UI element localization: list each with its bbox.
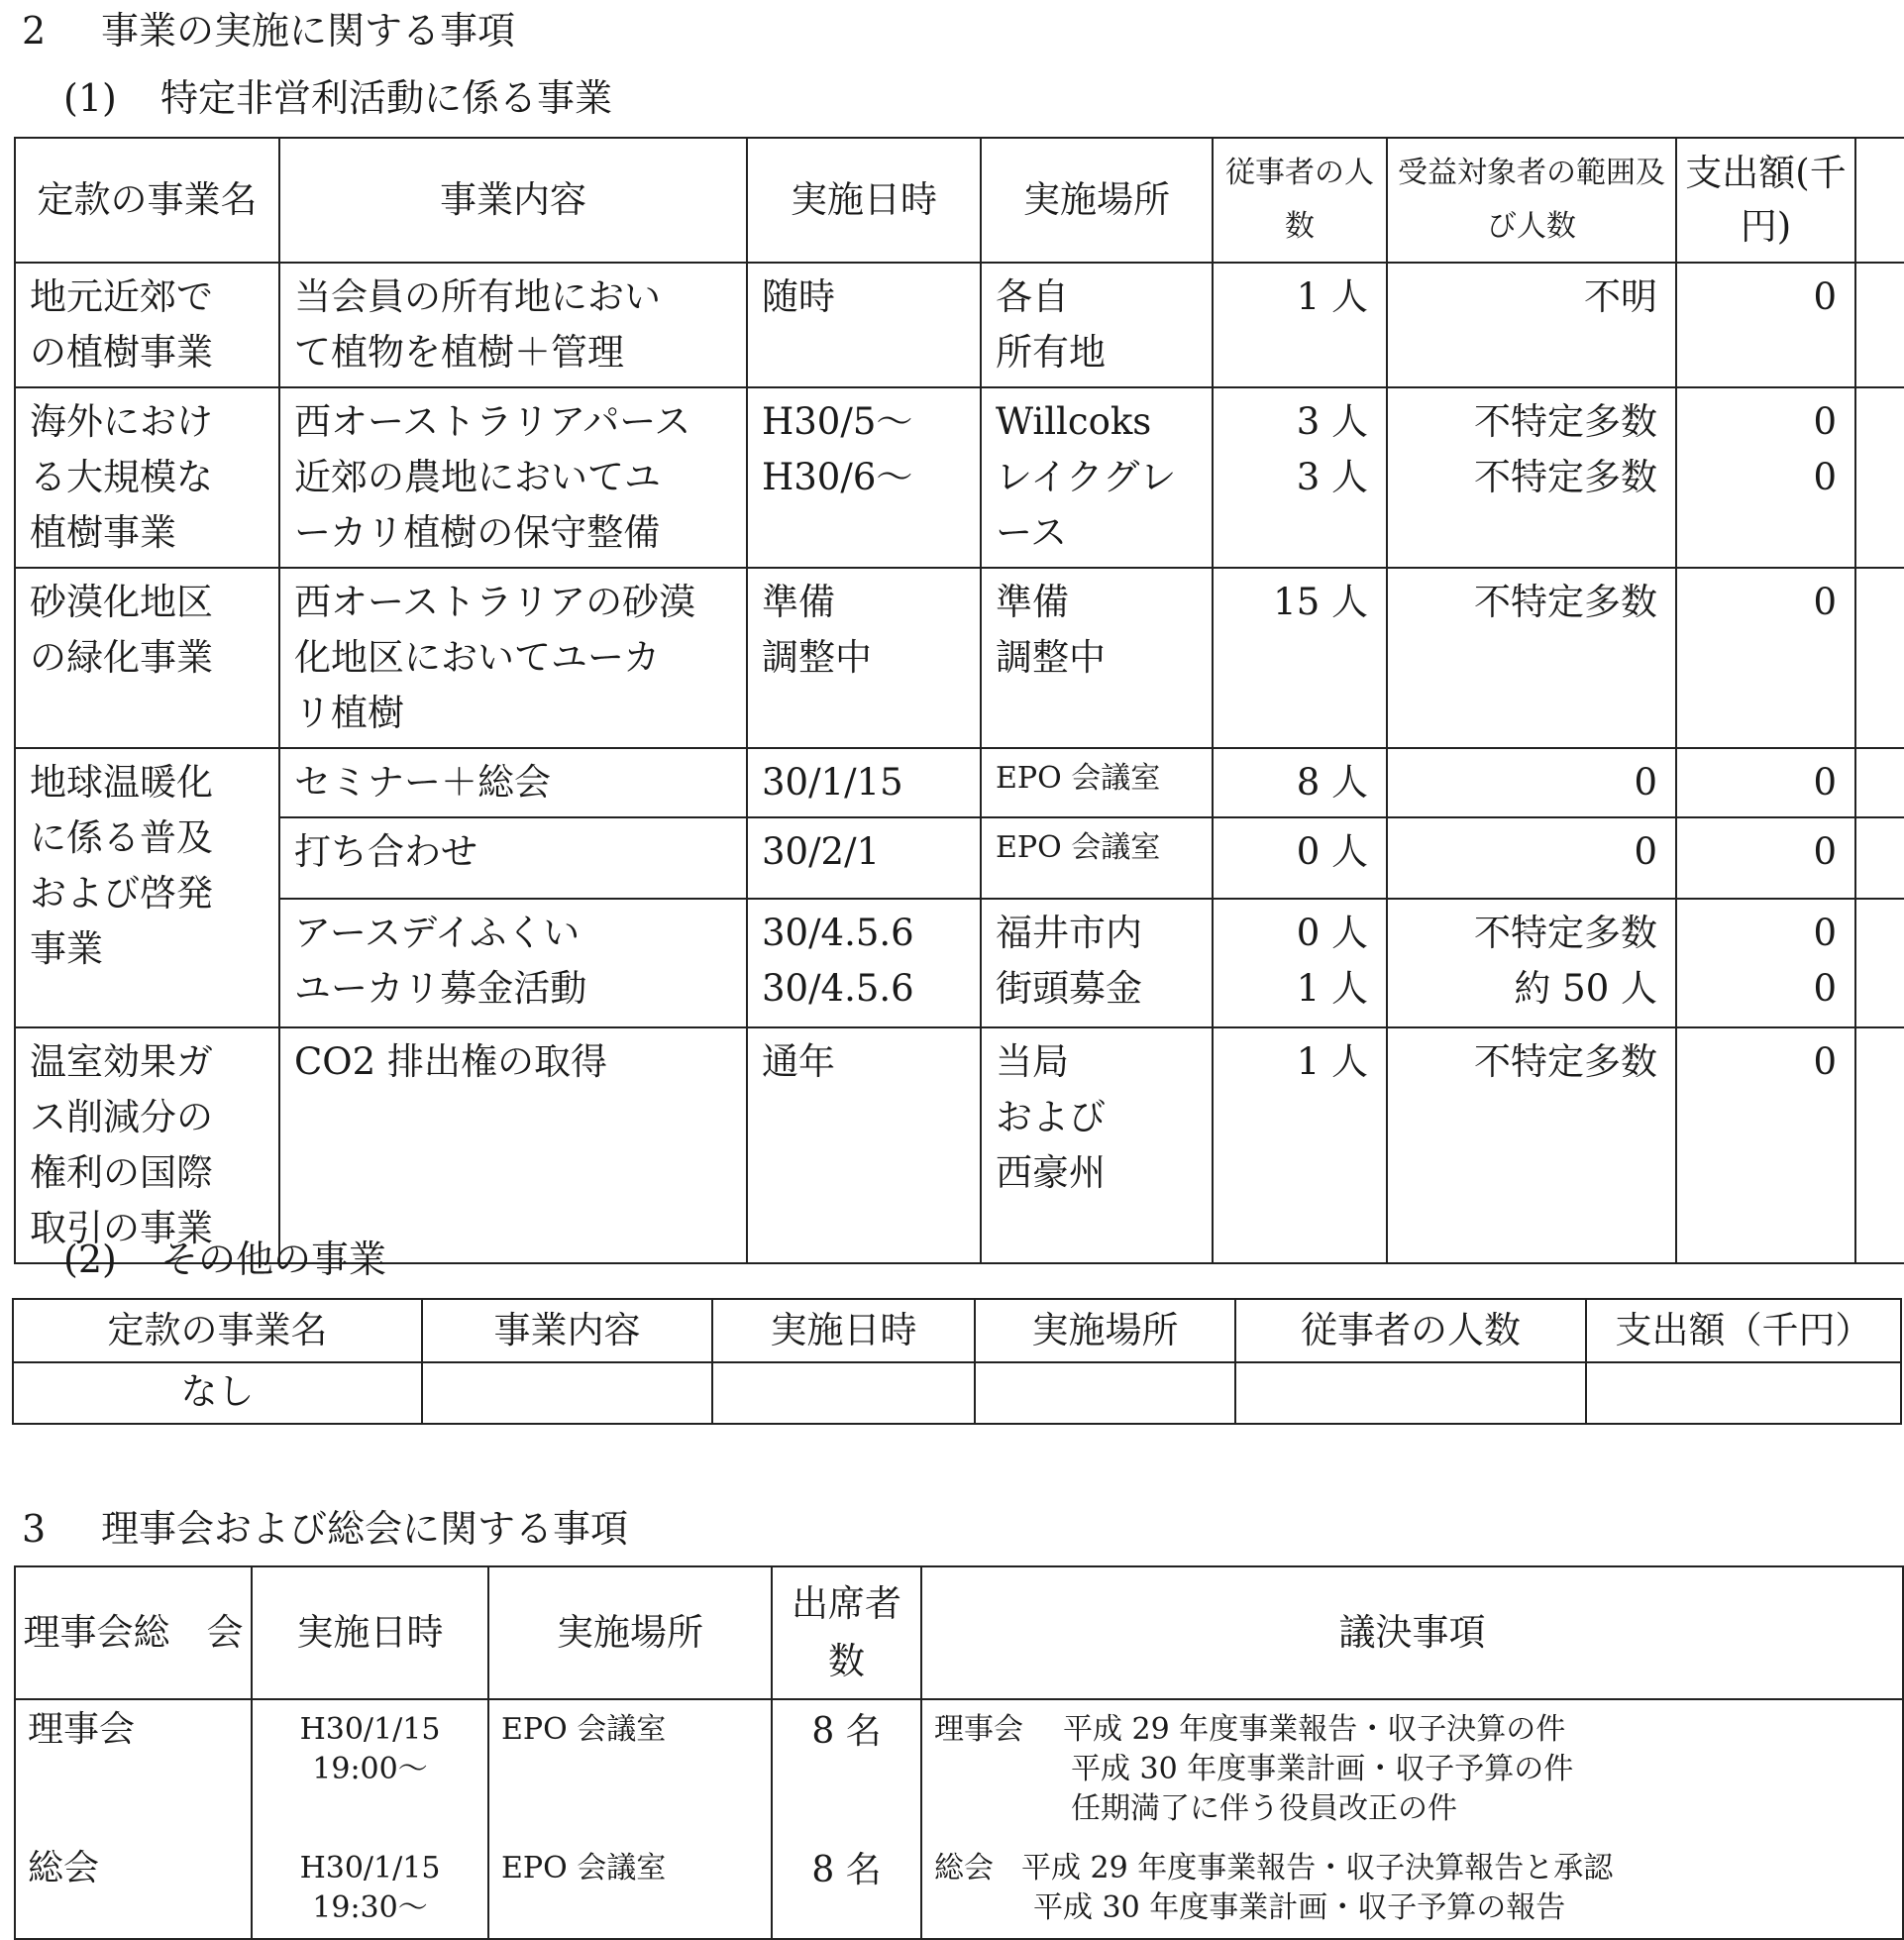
table-row	[15, 568, 1904, 748]
expense-cell	[1586, 1362, 1901, 1424]
staff-cell: 0 人 1 人	[1213, 899, 1387, 1027]
staff-cell: 1 人	[1213, 263, 1387, 387]
col-header-type: 理事会総 会	[15, 1566, 252, 1699]
col-header-date: 実施日時	[747, 138, 981, 263]
staff-cell: 8 人	[1213, 748, 1387, 817]
table-row	[15, 748, 1904, 817]
col-header-resolution: 議決事項	[921, 1566, 1903, 1699]
date-cell: 30/1/15	[747, 748, 981, 817]
col-header-date: 実施日時	[252, 1566, 488, 1699]
table-row	[15, 817, 1904, 899]
content-cell: 当会員の所有地におい て植物を植樹＋管理	[279, 263, 747, 387]
beneficiary-cell: 不特定多数 約 50 人	[1387, 899, 1676, 1027]
meeting-place-cell: EPO 会議室	[488, 1699, 772, 1839]
col-header-date: 実施日時	[712, 1299, 975, 1362]
sub2-title: その他の事業	[160, 1238, 387, 1281]
table-row	[15, 1699, 1903, 1839]
col-header-expense: 支出額(千円)	[1676, 138, 1855, 263]
table-row	[15, 899, 1904, 1027]
section2-heading	[22, 8, 515, 54]
meeting-place-cell: EPO 会議室	[488, 1839, 772, 1939]
resolution-cell: 総会 平成 29 年度事業報告・収子決算報告と承認 平成 30 年度事業計画・収子予算の報告	[921, 1839, 1903, 1939]
content-cell: CO2 排出権の取得	[279, 1027, 747, 1263]
expense-cell: 0	[1676, 748, 1855, 817]
staff-cell: 1 人	[1213, 1027, 1387, 1263]
staff-cell: 0 人	[1213, 817, 1387, 899]
resolution-cell: 理事会 平成 29 年度事業報告・収子決算の件 平成 30 年度事業計画・収子予算の件 任期満了に伴う役員改正の件	[921, 1699, 1903, 1839]
resolution-label: 総会	[934, 1851, 994, 1886]
expense-cell: 0 0	[1676, 899, 1855, 1027]
activities-table	[14, 137, 1904, 1264]
content-cell: セミナー＋総会	[279, 748, 747, 817]
meeting-type-cell: 総会	[15, 1839, 252, 1939]
business-name-cell: 砂漠化地区 の緑化事業	[15, 568, 279, 748]
section2-title: 事業の実施に関する事項	[101, 9, 516, 53]
place-cell: 各自 所有地	[981, 263, 1213, 387]
table-row	[15, 1839, 1903, 1939]
resolution-label: 理事会	[934, 1712, 1023, 1747]
beneficiary-cell: 0	[1387, 748, 1676, 817]
beneficiary-cell: 0	[1387, 817, 1676, 899]
table-row	[15, 263, 1904, 387]
other-business-table	[12, 1298, 1902, 1425]
content-cell: 西オーストラリアの砂漠 化地区においてユーカ リ植樹	[279, 568, 747, 748]
content-cell: 打ち合わせ	[279, 817, 747, 899]
section2-number: 2	[22, 9, 47, 53]
content-cell	[422, 1362, 712, 1424]
section3-number: 3	[22, 1507, 47, 1551]
meeting-date-cell: H30/1/15 19:00～	[252, 1699, 488, 1839]
place-cell: 福井市内 街頭募金	[981, 899, 1213, 1027]
expense-cell: 0	[1676, 817, 1855, 899]
beneficiary-cell: 不特定多数	[1387, 1027, 1676, 1263]
staff-cell: 15 人	[1213, 568, 1387, 748]
table-row	[15, 387, 1904, 568]
expense-cell: 0	[1676, 1027, 1855, 1263]
sub1-number: (1)	[63, 76, 117, 120]
expense-cell: 0	[1676, 263, 1855, 387]
col-header-content: 事業内容	[279, 138, 747, 263]
business-name-cell: 地元近郊で の植樹事業	[15, 263, 279, 387]
content-cell: アースデイふくい ユーカリ募金活動	[279, 899, 747, 1027]
table-row	[15, 1027, 1904, 1263]
date-cell: H30/5～ H30/6～	[747, 387, 981, 568]
meeting-date-cell: H30/1/15 19:30～	[252, 1839, 488, 1939]
section3-title: 理事会および総会に関する事項	[101, 1507, 629, 1551]
date-cell: 通年	[747, 1027, 981, 1263]
col-header-place: 実施場所	[975, 1299, 1235, 1362]
blank-column	[1855, 138, 1904, 263]
expense-cell: 0 0	[1676, 387, 1855, 568]
col-header-staff: 従事者の人数	[1235, 1299, 1586, 1362]
table-row	[13, 1362, 1901, 1424]
col-header-staff: 従事者の人数	[1213, 138, 1387, 263]
business-name-cell: 地球温暖化 に係る普及 および啓発 事業	[15, 748, 279, 1027]
col-header-place: 実施場所	[488, 1566, 772, 1699]
place-cell: 準備 調整中	[981, 568, 1213, 748]
beneficiary-cell: 不明	[1387, 263, 1676, 387]
date-cell	[712, 1362, 975, 1424]
business-name-cell: 海外におけ る大規模な 植樹事業	[15, 387, 279, 568]
date-cell: 30/4.5.6 30/4.5.6	[747, 899, 981, 1027]
staff-cell: 3 人 3 人	[1213, 387, 1387, 568]
attendance-cell: 8 名	[772, 1699, 921, 1839]
attendance-cell: 8 名	[772, 1839, 921, 1939]
sub2-number: (2)	[63, 1238, 117, 1281]
beneficiary-cell: 不特定多数 不特定多数	[1387, 387, 1676, 568]
date-cell: 30/2/1	[747, 817, 981, 899]
staff-cell	[1235, 1362, 1586, 1424]
section3-heading	[22, 1506, 628, 1552]
business-name-cell: なし	[13, 1362, 422, 1424]
col-header-attendance: 出席者数	[772, 1566, 921, 1699]
place-cell	[975, 1362, 1235, 1424]
business-name-cell: 温室効果ガ ス削減分の 権利の国際 取引の事業	[15, 1027, 279, 1263]
col-header-place: 実施場所	[981, 138, 1213, 263]
place-cell: 当局 および 西豪州	[981, 1027, 1213, 1263]
col-header-name: 定款の事業名	[15, 138, 279, 263]
meeting-type-cell: 理事会	[15, 1699, 252, 1839]
sub1-heading	[63, 75, 612, 121]
col-header-expense: 支出額（千円）	[1586, 1299, 1901, 1362]
content-cell: 西オーストラリアパース 近郊の農地においてユ ーカリ植樹の保守整備	[279, 387, 747, 568]
col-header-name: 定款の事業名	[13, 1299, 422, 1362]
col-header-content: 事業内容	[422, 1299, 712, 1362]
sub1-title: 特定非営利活動に係る事業	[160, 76, 613, 120]
date-cell: 準備 調整中	[747, 568, 981, 748]
place-cell: Willcoks レイクグレ ース	[981, 387, 1213, 568]
board-meeting-table	[14, 1565, 1904, 1940]
place-cell: EPO 会議室	[981, 817, 1213, 899]
col-header-beneficiary: 受益対象者の範囲及び人数	[1387, 138, 1676, 263]
sub2-heading	[63, 1237, 386, 1282]
date-cell: 随時	[747, 263, 981, 387]
expense-cell: 0	[1676, 568, 1855, 748]
place-cell: EPO 会議室	[981, 748, 1213, 817]
beneficiary-cell: 不特定多数	[1387, 568, 1676, 748]
